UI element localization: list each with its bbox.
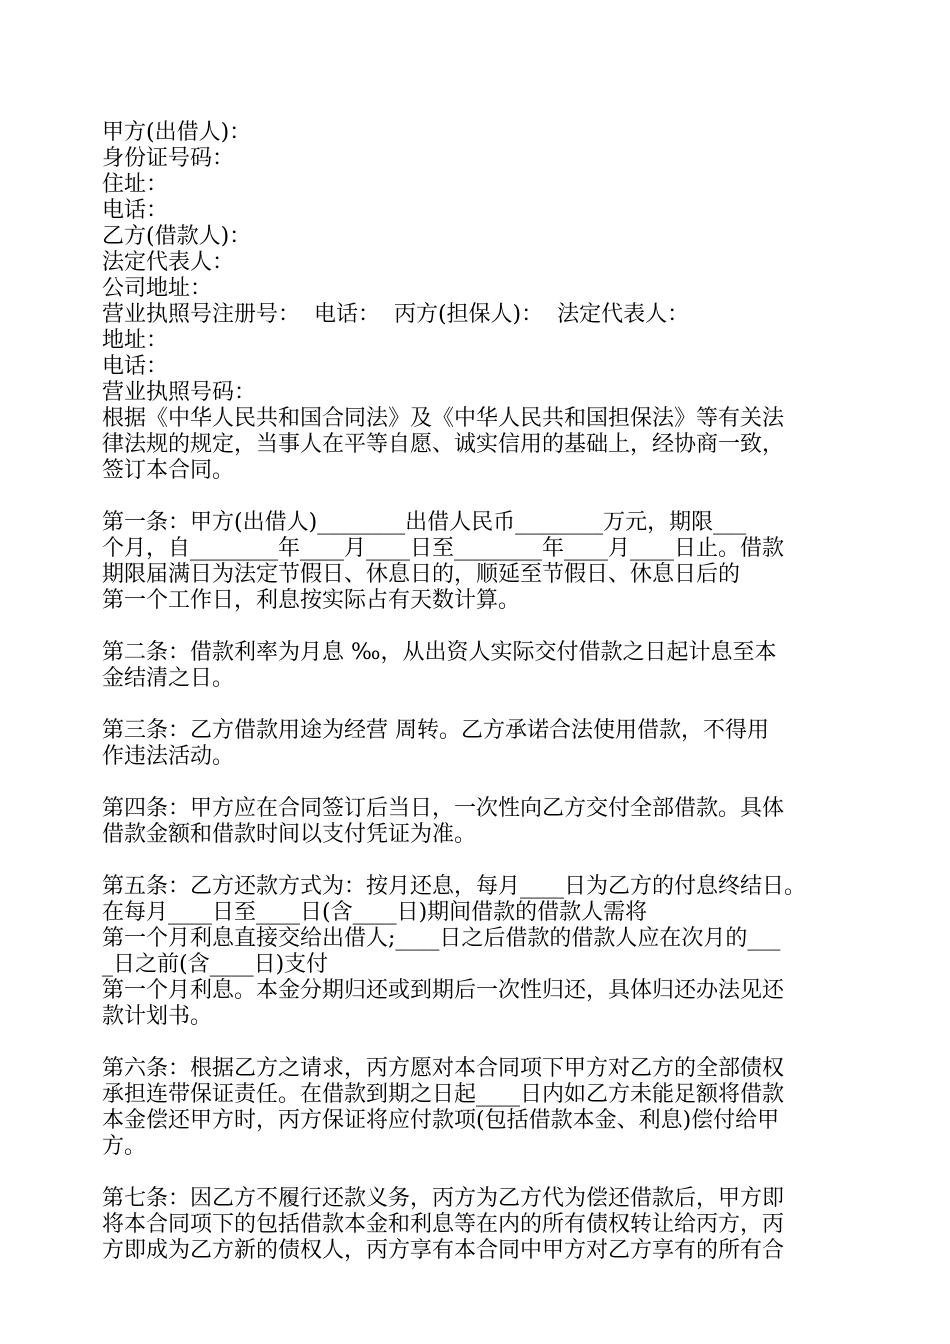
article-line: 期限届满日为法定节假日、休息日的，顺延至节假日、休息日后的 <box>102 562 741 587</box>
article-line: 第二条：借款利率为月息 ‰，从出资人实际交付借款之日起计息至本 <box>102 640 777 665</box>
article-line: 作违法活动。 <box>102 744 235 769</box>
legal-representative-field: 法定代表人： <box>102 250 235 275</box>
party-info-block <box>102 120 860 406</box>
article-line: 第七条：因乙方不履行还款义务，丙方为乙方代为偿还借款后，甲方即 <box>102 1186 785 1211</box>
preamble-line: 律法规的规定，当事人在平等自愿、诚实信用的基础上，经协商一致， <box>102 432 785 457</box>
article-5 <box>102 874 860 1030</box>
article-line: 将本合同项下的包括借款本金和利息等在内的所有债权转让给丙方，丙 <box>102 1212 785 1237</box>
company-address-field: 公司地址： <box>102 276 213 301</box>
party-c-license-field: 营业执照号码： <box>102 380 257 405</box>
preamble-line: 根据《中华人民共和国合同法》及《中华人民共和国担保法》等有关法 <box>102 406 785 431</box>
article-line: 第五条：乙方还款方式为：按月还息，每月____日为乙方的付息终结日。 <box>102 874 807 899</box>
article-line: 方。 <box>102 1134 147 1159</box>
article-line: 第一个月利息。本金分期归还或到期后一次性归还，具体归还办法见还 <box>102 978 785 1003</box>
article-line: 借款金额和借款时间以支付凭证为准。 <box>102 822 477 847</box>
article-line: 第三条：乙方借款用途为经营 周转。乙方承诺合法使用借款，不得用 <box>102 718 769 743</box>
article-line: 个月，自________年____月____日至________年____月____日止。借款 <box>102 536 785 561</box>
preamble-paragraph <box>102 406 860 484</box>
article-line: 款计划书。 <box>102 1004 213 1029</box>
article-2 <box>102 640 860 692</box>
article-line: 第一个月利息直接交给出借人;____日之后借款的借款人应在次月的___ <box>102 926 781 951</box>
article-line: 第四条：甲方应在合同签订后当日，一次性向乙方交付全部借款。具体 <box>102 796 785 821</box>
party-c-address-field: 地址： <box>102 328 169 353</box>
business-license-party-c-line: 营业执照号注册号： 电话： 丙方(担保人)： 法定代表人： <box>102 302 690 327</box>
article-line: 承担连带保证责任。在借款到期之日起____日内如乙方未能足额将借款 <box>102 1082 785 1107</box>
article-line: 第六条：根据乙方之请求，丙方愿对本合同项下甲方对乙方的全部债权 <box>102 1056 785 1081</box>
phone-field: 电话： <box>102 198 169 223</box>
preamble-line: 签订本合同。 <box>102 458 235 483</box>
party-b-borrower: 乙方(借款人)： <box>102 224 252 249</box>
article-line: _日之前(含____日)支付 <box>102 952 329 977</box>
article-line: 第一条：甲方(出借人)________出借人民币________万元，期限___ <box>102 510 747 535</box>
article-line: 金结清之日。 <box>102 666 235 691</box>
article-line: 方即成为乙方新的债权人，丙方享有本合同中甲方对乙方享有的所有合 <box>102 1238 785 1263</box>
article-4 <box>102 796 860 848</box>
article-6 <box>102 1056 860 1160</box>
article-7 <box>102 1186 860 1264</box>
address-field: 住址： <box>102 172 169 197</box>
article-line: 在每月____日至____日(含____日)期间借款的借款人需将 <box>102 900 648 925</box>
article-line: 第一个工作日，利息按实际占有天数计算。 <box>102 588 521 613</box>
party-a-lender: 甲方(出借人)： <box>102 120 252 145</box>
id-number-field: 身份证号码： <box>102 146 235 171</box>
article-1 <box>102 510 860 614</box>
party-c-phone-field: 电话： <box>102 354 169 379</box>
article-line: 本金偿还甲方时，丙方保证将应付款项(包括借款本金、利息)偿付给甲 <box>102 1108 780 1133</box>
article-3 <box>102 718 860 770</box>
